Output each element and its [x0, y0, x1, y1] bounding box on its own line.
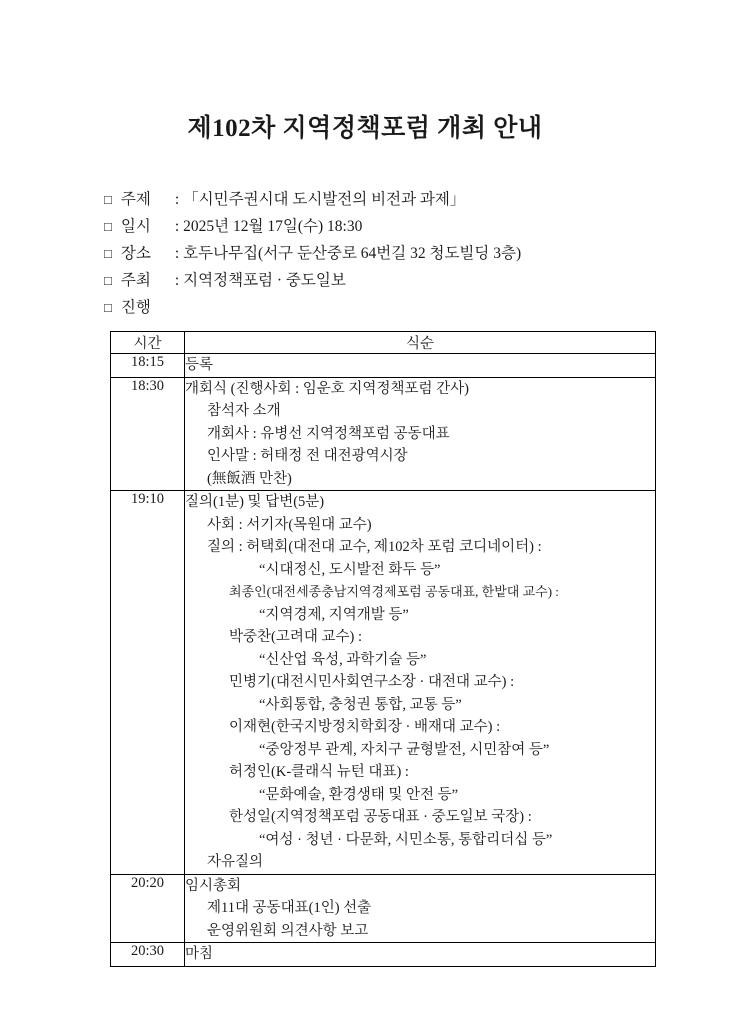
- info-line-program: [104, 294, 730, 321]
- info-separator: :: [174, 191, 180, 208]
- table-row: [111, 943, 656, 967]
- program-line: 자유질의: [207, 854, 264, 870]
- info-line-host: [104, 267, 730, 294]
- program-line: “중앙정부 관계, 자치구 균형발전, 시민참여 등”: [259, 741, 550, 758]
- agenda-table: [110, 331, 656, 967]
- program-line: 등록: [185, 357, 214, 373]
- program-line: 한성일(지역정책포럼 공동대표 · 중도일보 국장) :: [229, 809, 532, 825]
- checkbox-icon: □: [104, 192, 112, 207]
- program-line: 인사말 : 허태정 전 대전광역시장: [207, 448, 408, 464]
- program-line: 박중찬(고려대 교수) :: [229, 629, 362, 645]
- checkbox-icon: □: [104, 219, 112, 234]
- program-line: 질의 : 허택회(대전대 교수, 제102차 포럼 코디네이터) :: [207, 539, 542, 555]
- cell-time: 20:20: [111, 874, 185, 943]
- program-line: 사회 : 서기자(목원대 교수): [207, 516, 372, 533]
- program-line: “시대정신, 도시발전 화두 등”: [259, 561, 441, 578]
- info-label-host: 주최: [120, 272, 151, 289]
- info-label-subject: 주제: [120, 191, 151, 208]
- program-line: 개회식 (진행사회 : 임운호 지역정책포럼 간사): [185, 380, 469, 397]
- info-label-datetime: 일시: [120, 218, 151, 235]
- program-line: “신산업 육성, 과학기술 등”: [259, 651, 427, 668]
- program-line: 참석자 소개: [207, 403, 281, 419]
- cell-program: [185, 354, 656, 378]
- table-row: [111, 491, 656, 875]
- column-header-time: 시간: [111, 332, 185, 354]
- program-line: 허정인(K-클래식 뉴턴 대표) :: [229, 764, 409, 780]
- cell-program: [185, 377, 656, 491]
- program-line: “여성 · 청년 · 다문화, 시민소통, 통합리더십 등”: [259, 831, 553, 848]
- page-title: 제102차 지역정책포럼 개최 안내: [187, 115, 543, 142]
- cell-time: 19:10: [111, 491, 185, 875]
- checkbox-icon: □: [104, 273, 112, 288]
- cell-time: 18:15: [111, 354, 185, 378]
- program-line: 개회사 : 유병선 지역정책포럼 공동대표: [207, 425, 450, 442]
- cell-time: 18:30: [111, 377, 185, 491]
- info-block: [0, 186, 730, 321]
- info-value-host: 지역정책포럼 · 중도일보: [183, 272, 346, 289]
- program-line: “문화예술, 환경생태 및 안전 등”: [259, 786, 459, 803]
- cell-program: [185, 874, 656, 943]
- program-line: 마침: [185, 946, 214, 962]
- program-line: 제11대 공동대표(1인) 선출: [207, 900, 372, 916]
- info-value-subject: 「시민주권시대 도시발전의 비전과 과제」: [183, 191, 466, 208]
- program-line: 질의(1분) 및 답변(5분): [185, 494, 325, 510]
- cell-program: [185, 943, 656, 967]
- program-line: 이재현(한국지방정치학회장 · 배재대 교수) :: [229, 719, 501, 735]
- cell-program: [185, 491, 656, 875]
- table-row: [111, 377, 656, 491]
- program-line: 최종인(대전세종충남지역경제포럼 공동대표, 한밭대 교수) :: [229, 584, 559, 599]
- program-line: “사회통합, 충청권 통합, 교통 등”: [259, 696, 462, 713]
- info-line-datetime: [104, 213, 730, 240]
- info-value-datetime: 2025년 12월 17일(수) 18:30: [183, 218, 363, 235]
- info-line-subject: [104, 186, 730, 213]
- program-line: (無飯酒 만찬): [207, 470, 292, 487]
- program-line: 민병기(대전시민사회연구소장 · 대전대 교수) :: [229, 674, 515, 690]
- info-line-location: [104, 240, 730, 267]
- program-line: 임시총회: [185, 877, 242, 894]
- table-header-row: [111, 332, 656, 354]
- program-line: “지역경제, 지역개발 등”: [259, 606, 409, 623]
- checkbox-icon: □: [104, 246, 112, 261]
- info-separator: :: [174, 272, 180, 289]
- checkbox-icon: □: [104, 300, 112, 315]
- column-header-program: 식순: [185, 332, 656, 354]
- info-label-program: 진행: [120, 299, 151, 316]
- cell-time: 20:30: [111, 943, 185, 967]
- table-row: [111, 354, 656, 378]
- info-label-location: 장소: [120, 245, 151, 262]
- info-separator: :: [174, 218, 180, 235]
- table-row: [111, 874, 656, 943]
- info-separator: :: [174, 245, 180, 262]
- info-value-location: 호두나무집(서구 둔산중로 64번길 32 청도빌딩 3층): [183, 245, 522, 262]
- program-line: 운영위원회 의견사항 보고: [207, 922, 369, 939]
